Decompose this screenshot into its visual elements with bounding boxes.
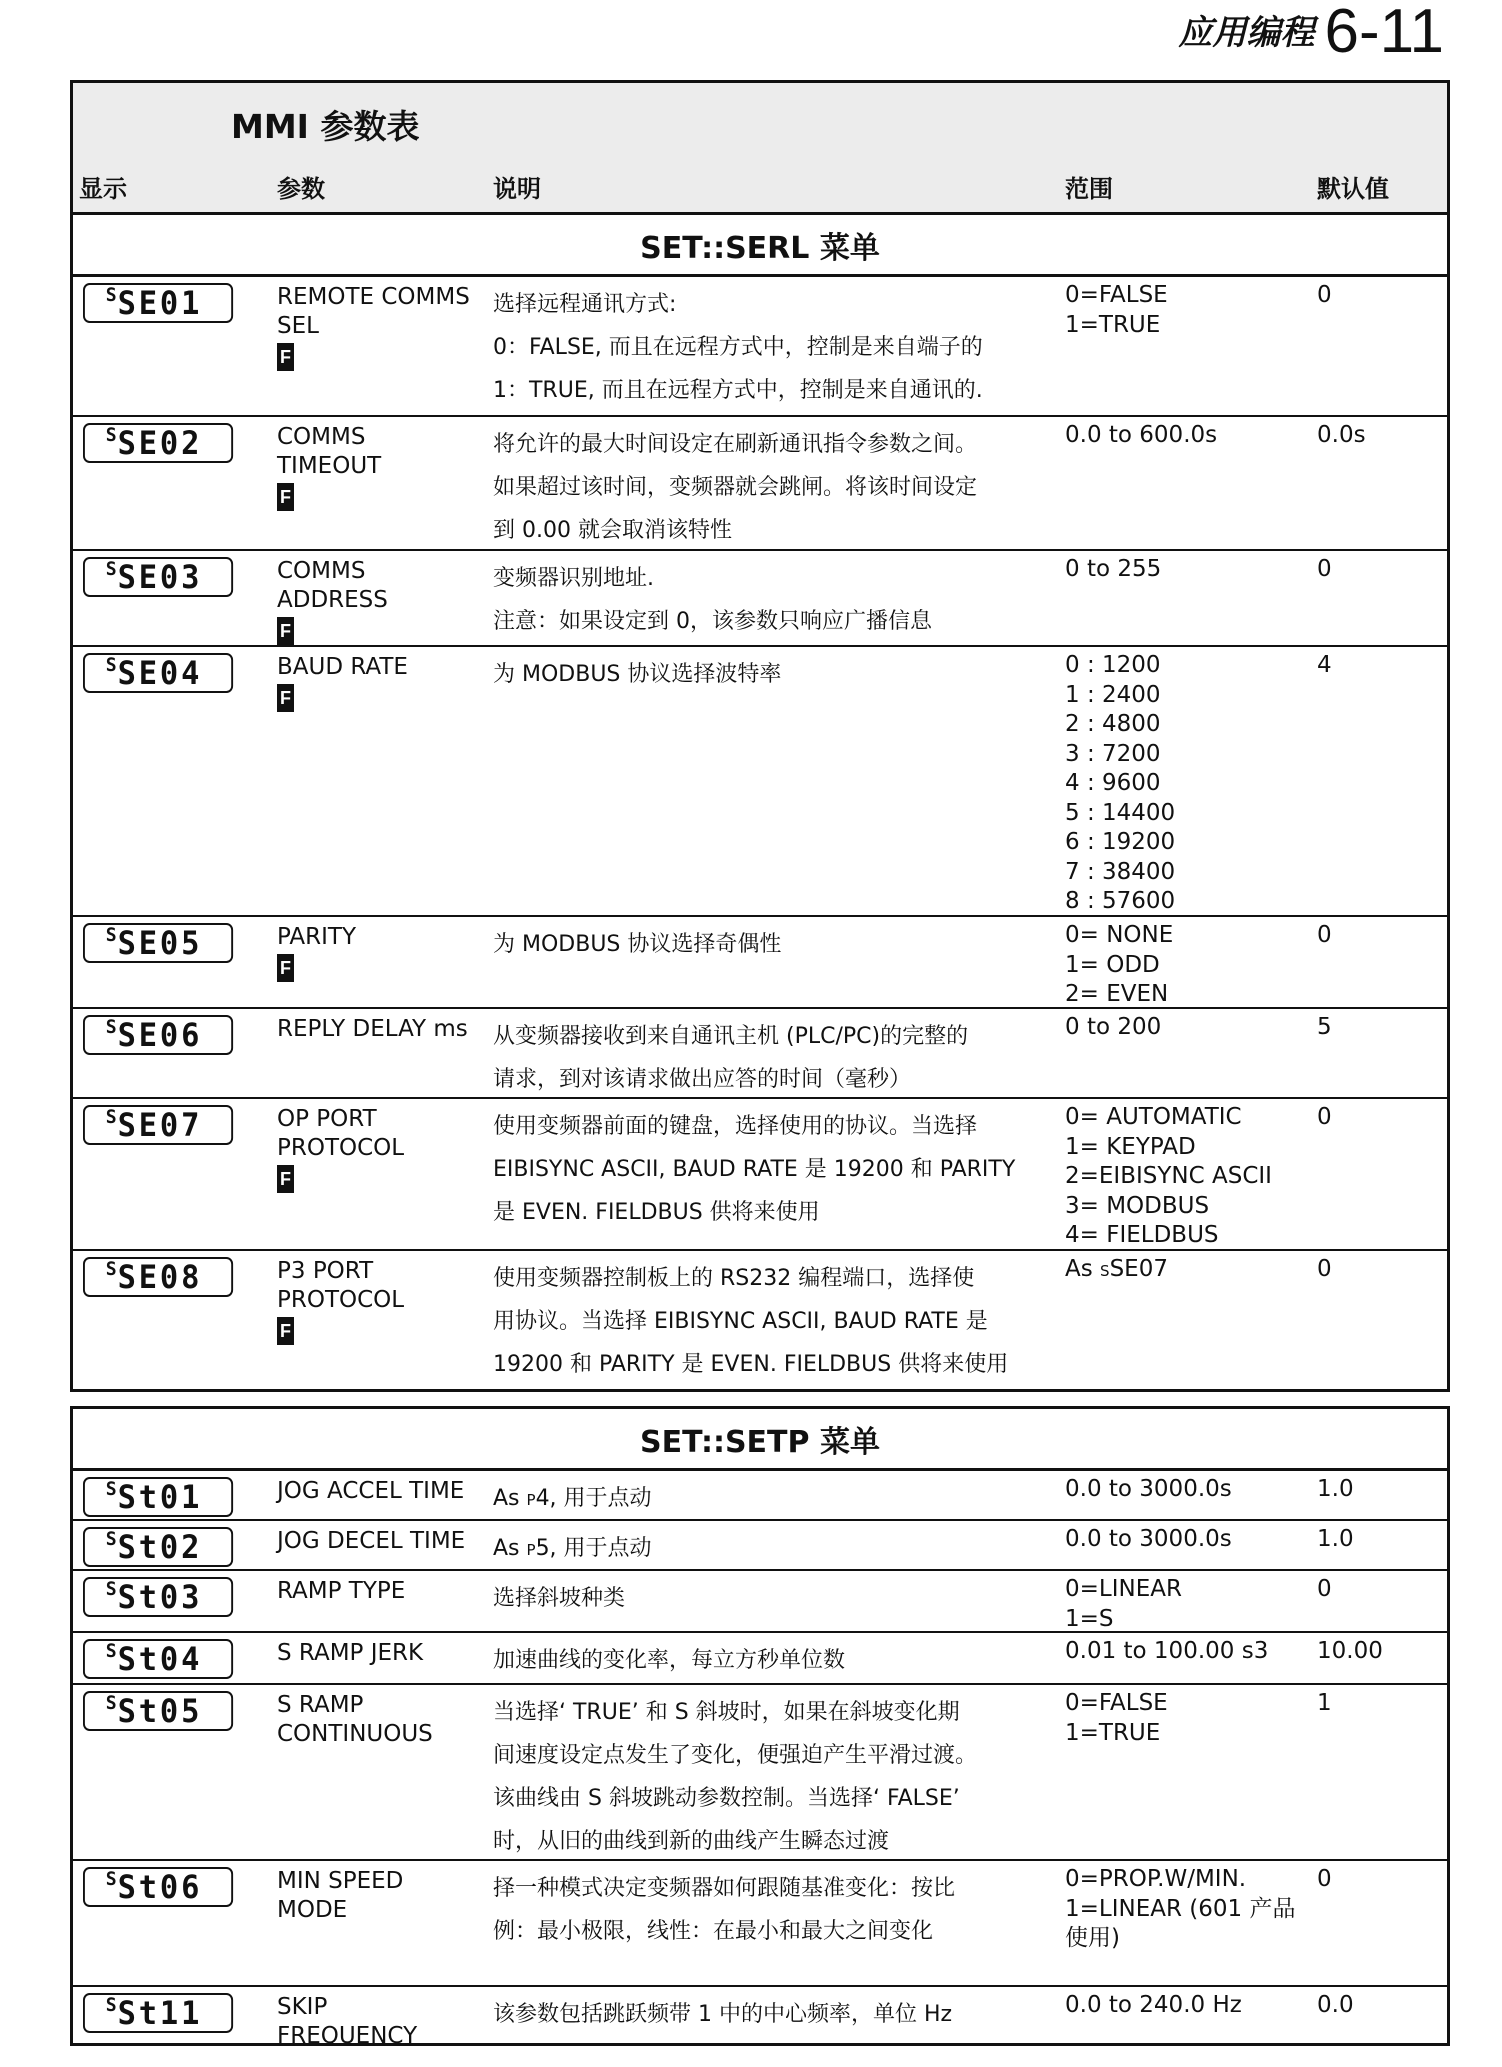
description-line: 将允许的最大时间设定在刷新通讯指令参数之间。	[493, 432, 978, 457]
page-header	[1178, 0, 1445, 66]
range-prefix: As	[1065, 1256, 1101, 1282]
chapter-title: 应用编程	[1178, 13, 1315, 53]
parameter-name	[277, 557, 473, 645]
table-row	[73, 277, 1447, 417]
display-code-text: SE04	[117, 654, 203, 692]
fieldbus-badge: F	[277, 343, 294, 371]
parameter-description	[493, 1257, 1043, 1386]
range-suffix: SE07	[1109, 1256, 1168, 1282]
range-line	[1065, 1255, 1315, 1287]
serl-panel	[70, 80, 1450, 1392]
display-code-text: St03	[117, 1578, 203, 1616]
range-line: 使用)	[1065, 1925, 1120, 1951]
table-row	[73, 1987, 1447, 2067]
parameter-description	[493, 1691, 1043, 1863]
display-code-text: SE07	[117, 1106, 203, 1144]
column-header-default: 默认值	[1317, 175, 1389, 203]
default-value: 0	[1317, 1576, 1332, 1602]
range-line: 4= FIELDBUS	[1065, 1222, 1219, 1248]
display-code-superscript: S	[105, 1478, 117, 1500]
description-line: 择一种模式决定变频器如何跟随基准变化：按比	[493, 1876, 956, 1901]
table-row	[73, 551, 1447, 647]
display-code-text: SE02	[117, 424, 203, 462]
parameter-name	[277, 1015, 473, 1044]
description-line: 例：最小极限，线性：在最小和最大之间变化	[493, 1919, 934, 1944]
display-code-text: SE05	[117, 924, 203, 962]
description-line: 使用变频器控制板上的 RS232 编程端口，选择使	[493, 1266, 975, 1291]
description-line: 当选择‘ TRUE’ 和 S 斜坡时，如果在斜坡变化期	[493, 1700, 960, 1725]
parameter-range	[1065, 1103, 1315, 1251]
parameter-description	[493, 557, 1043, 643]
parameter-name	[277, 1477, 473, 1506]
lcd-display-code	[83, 1577, 233, 1617]
parameter-description	[493, 1015, 1043, 1101]
lcd-display-code	[83, 923, 233, 963]
description-line: 变频器识别地址.	[493, 566, 654, 591]
default-value: 0.0s	[1317, 422, 1366, 448]
column-header-parameter: 参数	[277, 175, 325, 203]
display-code-text: St11	[117, 1994, 203, 2032]
parameter-name	[277, 653, 473, 712]
parameter-description	[493, 1867, 1043, 1953]
parameter-range	[1065, 1255, 1315, 1287]
range-line: 0 : 1200	[1065, 652, 1161, 678]
table-row	[73, 647, 1447, 917]
parameter-name-text: RAMP TYPE	[277, 1578, 406, 1604]
range-line: 5 : 14400	[1065, 799, 1176, 826]
range-line: 0.0 to 3000.0s	[1065, 1526, 1232, 1552]
display-code-text: SE01	[117, 284, 203, 322]
table-row	[73, 917, 1447, 1009]
table-title: MMI 参数表	[231, 107, 420, 146]
parameter-range	[1065, 1689, 1315, 1748]
display-code-superscript: S	[105, 1258, 117, 1280]
fieldbus-badge: F	[277, 617, 294, 645]
default-value: 0	[1317, 1104, 1332, 1130]
range-line: 1 : 2400	[1065, 681, 1161, 708]
default-value: 1	[1317, 1690, 1332, 1716]
lcd-display-code	[83, 1527, 233, 1567]
parameter-range	[1065, 1475, 1315, 1505]
display-code-text: SE03	[117, 558, 203, 596]
range-line: 0.0 to 3000.0s	[1065, 1476, 1232, 1502]
parameter-name-text: COMMS ADDRESS	[277, 558, 388, 613]
parameter-description	[493, 1577, 1043, 1620]
parameter-name-text: P3 PORT PROTOCOL	[277, 1258, 405, 1313]
parameter-name	[277, 1639, 473, 1668]
parameter-range	[1065, 1575, 1315, 1634]
description-line	[493, 1477, 1043, 1522]
lcd-display-code	[83, 653, 233, 693]
display-code-superscript: S	[105, 1578, 117, 1600]
parameter-name-text: MIN SPEED MODE	[277, 1868, 404, 1923]
range-line: 3 : 7200	[1065, 740, 1161, 767]
display-code-superscript: S	[105, 1692, 117, 1714]
description-line: 注意：如果设定到 0，该参数只响应广播信息	[493, 609, 932, 634]
parameter-range	[1065, 421, 1315, 451]
range-line: 2 : 4800	[1065, 711, 1161, 737]
parameter-description	[493, 1477, 1043, 1522]
parameter-name	[277, 1105, 473, 1193]
display-code-superscript: S	[105, 1868, 117, 1890]
parameter-description	[493, 1993, 1043, 2036]
range-line: 0=FALSE	[1065, 282, 1168, 308]
display-code-superscript: S	[105, 1016, 117, 1038]
parameter-range	[1065, 1013, 1315, 1043]
range-line: 1=TRUE	[1065, 311, 1161, 338]
parameter-name	[277, 1993, 473, 2051]
lcd-display-code	[83, 1015, 233, 1055]
range-line: 0=FALSE	[1065, 1690, 1168, 1716]
lcd-display-code	[83, 283, 233, 323]
display-code-text: SE08	[117, 1258, 203, 1296]
range-line: 0.0 to 600.0s	[1065, 422, 1218, 448]
description-line: 选择远程通讯方式:	[493, 292, 677, 317]
parameter-name	[277, 1577, 473, 1606]
range-line: 1= ODD	[1065, 951, 1160, 978]
menu-title-setp: SET::SETP 菜单	[73, 1409, 1447, 1471]
table-row	[73, 1471, 1447, 1521]
default-value: 1.0	[1317, 1526, 1354, 1552]
display-code-superscript: S	[105, 1528, 117, 1550]
default-value: 4	[1317, 652, 1332, 678]
display-code-text: St04	[117, 1640, 203, 1678]
description-superscript: P	[526, 1491, 536, 1509]
description-line: 间速度设定点发生了变化，便强迫产生平滑过渡。	[493, 1743, 978, 1768]
parameter-range	[1065, 1637, 1315, 1667]
description-line: 加速曲线的变化率，每立方秒单位数	[493, 1648, 846, 1673]
fieldbus-badge: F	[277, 483, 294, 511]
lcd-display-code	[83, 1993, 233, 2033]
description-line: 0：FALSE, 而且在远程方式中，控制是来自端子的	[493, 335, 983, 360]
range-line: 6 : 19200	[1065, 829, 1176, 855]
range-line: 7 : 38400	[1065, 858, 1176, 885]
description-prefix: As	[493, 1486, 527, 1511]
range-line: 0 to 200	[1065, 1014, 1162, 1040]
display-code-text: St06	[117, 1868, 203, 1906]
parameter-range	[1065, 1865, 1315, 1954]
lcd-display-code	[83, 557, 233, 597]
parameter-description	[493, 1527, 1043, 1572]
parameter-range	[1065, 1991, 1315, 2021]
lcd-display-code	[83, 1867, 233, 1907]
description-line: 1：TRUE, 而且在远程方式中，控制是来自通讯的.	[493, 378, 983, 403]
default-value: 0	[1317, 282, 1332, 308]
table-row	[73, 1633, 1447, 1685]
description-line: 到 0.00 就会取消该特性	[493, 518, 732, 543]
lcd-display-code	[83, 1639, 233, 1679]
default-value: 0	[1317, 556, 1332, 582]
column-header-display: 显示	[79, 175, 127, 203]
lcd-display-code	[83, 423, 233, 463]
parameter-name-text: BAUD RATE	[277, 654, 408, 680]
fieldbus-badge: F	[277, 954, 294, 982]
parameter-name-text: SKIP FREQUENCY	[277, 1994, 418, 2049]
range-line: 0= NONE	[1065, 922, 1174, 948]
table-header	[73, 83, 1447, 215]
fieldbus-badge: F	[277, 684, 294, 712]
default-value: 1.0	[1317, 1476, 1354, 1502]
setp-rows	[73, 1471, 1447, 2067]
default-value: 0	[1317, 1256, 1332, 1282]
parameter-name	[277, 1691, 473, 1749]
column-header-range: 范围	[1065, 175, 1113, 203]
display-code-text: SE06	[117, 1016, 203, 1054]
default-value: 0	[1317, 922, 1332, 948]
parameter-name-text: REPLY DELAY ms	[277, 1016, 468, 1042]
description-line: EIBISYNC ASCII, BAUD RATE 是 19200 和 PARITY	[493, 1157, 1016, 1182]
parameter-description	[493, 653, 1043, 696]
range-line: 0.0 to 240.0 Hz	[1065, 1992, 1242, 2018]
range-line: 4 : 9600	[1065, 770, 1161, 796]
page-number: 6-11	[1324, 0, 1444, 66]
description-line: 为 MODBUS 协议选择奇偶性	[493, 932, 782, 957]
range-line: 2=EIBISYNC ASCII	[1065, 1163, 1272, 1189]
parameter-name-text: JOG DECEL TIME	[277, 1528, 466, 1554]
parameter-name-text: JOG ACCEL TIME	[277, 1478, 465, 1504]
description-line: 19200 和 PARITY 是 EVEN. FIELDBUS 供将来使用	[493, 1352, 1009, 1377]
parameter-range	[1065, 651, 1315, 917]
parameter-description	[493, 1639, 1043, 1682]
range-line: 0=PROP.W/MIN.	[1065, 1866, 1247, 1892]
lcd-display-code	[83, 1105, 233, 1145]
parameter-name-text: S RAMP JERK	[277, 1640, 424, 1666]
display-code-text: St05	[117, 1692, 203, 1730]
fieldbus-badge: F	[277, 1165, 294, 1193]
display-code-superscript: S	[105, 1640, 117, 1662]
range-superscript: S	[1100, 1262, 1110, 1280]
table-row	[73, 1685, 1447, 1861]
range-line: 3= MODBUS	[1065, 1192, 1210, 1219]
description-superscript: P	[526, 1541, 536, 1559]
display-code-superscript: S	[105, 924, 117, 946]
description-line: 时，从旧的曲线到新的曲线产生瞬态过渡	[493, 1829, 890, 1854]
lcd-display-code	[83, 1691, 233, 1731]
range-line: 8 : 57600	[1065, 888, 1176, 914]
description-prefix: As	[493, 1536, 527, 1561]
parameter-name-text: S RAMP CONTINUOUS	[277, 1692, 433, 1747]
setp-panel	[70, 1406, 1450, 2049]
range-line: 1= KEYPAD	[1065, 1133, 1196, 1160]
table-row	[73, 1009, 1447, 1099]
parameter-name	[277, 1257, 473, 1345]
display-code-superscript: S	[105, 1106, 117, 1128]
parameter-name	[277, 283, 473, 371]
table-row	[73, 1251, 1447, 1381]
parameter-description	[493, 923, 1043, 966]
parameter-name	[277, 1527, 473, 1556]
range-line: 0= AUTOMATIC	[1065, 1104, 1242, 1130]
parameter-name-text: REMOTE COMMS SEL	[277, 284, 470, 339]
table-row	[73, 1099, 1447, 1251]
description-line: 该参数包括跳跃频带 1 中的中心频率，单位 Hz	[493, 2002, 953, 2027]
parameter-name-text: OP PORT PROTOCOL	[277, 1106, 405, 1161]
lcd-display-code	[83, 1477, 233, 1517]
default-value: 0.0	[1317, 1992, 1354, 2018]
description-line: 是 EVEN. FIELDBUS 供将来使用	[493, 1200, 820, 1225]
default-value: 5	[1317, 1014, 1332, 1040]
parameter-range	[1065, 555, 1315, 585]
display-code-superscript: S	[105, 558, 117, 580]
parameter-description	[493, 423, 1043, 552]
menu-title-serl: SET::SERL 菜单	[73, 215, 1447, 277]
display-code-superscript: S	[105, 424, 117, 446]
description-line	[493, 1527, 1043, 1572]
table-row	[73, 417, 1447, 551]
description-line: 用协议。当选择 EIBISYNC ASCII, BAUD RATE 是	[493, 1309, 988, 1334]
parameter-name	[277, 923, 473, 982]
parameter-range	[1065, 1525, 1315, 1555]
table-row	[73, 1861, 1447, 1987]
description-suffix: 5, 用于点动	[535, 1536, 652, 1561]
parameter-name	[277, 1867, 473, 1925]
parameter-name-text: PARITY	[277, 924, 356, 950]
description-line: 使用变频器前面的键盘，选择使用的协议。当选择	[493, 1114, 978, 1139]
default-value: 10.00	[1317, 1638, 1383, 1664]
display-code-text: St01	[117, 1478, 203, 1516]
description-suffix: 4, 用于点动	[535, 1486, 652, 1511]
description-line: 从变频器接收到来自通讯主机 (PLC/PC)的完整的	[493, 1024, 969, 1049]
description-line: 请求，到对该请求做出应答的时间（毫秒）	[493, 1067, 912, 1092]
display-code-text: St02	[117, 1528, 203, 1566]
parameter-name-text: COMMS TIMEOUT	[277, 424, 382, 479]
fieldbus-badge: F	[277, 1317, 294, 1345]
table-row	[73, 1571, 1447, 1633]
serl-rows	[73, 277, 1447, 1381]
table-row	[73, 1521, 1447, 1571]
range-line: 0 to 255	[1065, 556, 1162, 582]
display-code-superscript: S	[105, 1994, 117, 2016]
range-line: 1=LINEAR (601 产品	[1065, 1895, 1296, 1922]
range-line: 1=TRUE	[1065, 1719, 1161, 1746]
parameter-description	[493, 1105, 1043, 1234]
parameter-range	[1065, 281, 1315, 340]
default-value: 0	[1317, 1866, 1332, 1892]
parameter-range	[1065, 921, 1315, 1010]
parameter-name	[277, 423, 473, 511]
description-line: 如果超过该时间，变频器就会跳闸。将该时间设定	[493, 475, 978, 500]
description-line: 为 MODBUS 协议选择波特率	[493, 662, 782, 687]
range-line: 1=S	[1065, 1605, 1114, 1632]
column-header-description: 说明	[493, 175, 541, 203]
range-line: 0=LINEAR	[1065, 1576, 1182, 1602]
display-code-superscript: S	[105, 654, 117, 676]
range-line: 0.01 to 100.00 s3	[1065, 1638, 1269, 1664]
display-code-superscript: S	[105, 284, 117, 306]
description-line: 选择斜坡种类	[493, 1586, 626, 1611]
parameter-description	[493, 283, 1043, 412]
description-line: 该曲线由 S 斜坡跳动参数控制。当选择‘ FALSE’	[493, 1786, 960, 1811]
lcd-display-code	[83, 1257, 233, 1297]
range-line: 2= EVEN	[1065, 981, 1169, 1007]
